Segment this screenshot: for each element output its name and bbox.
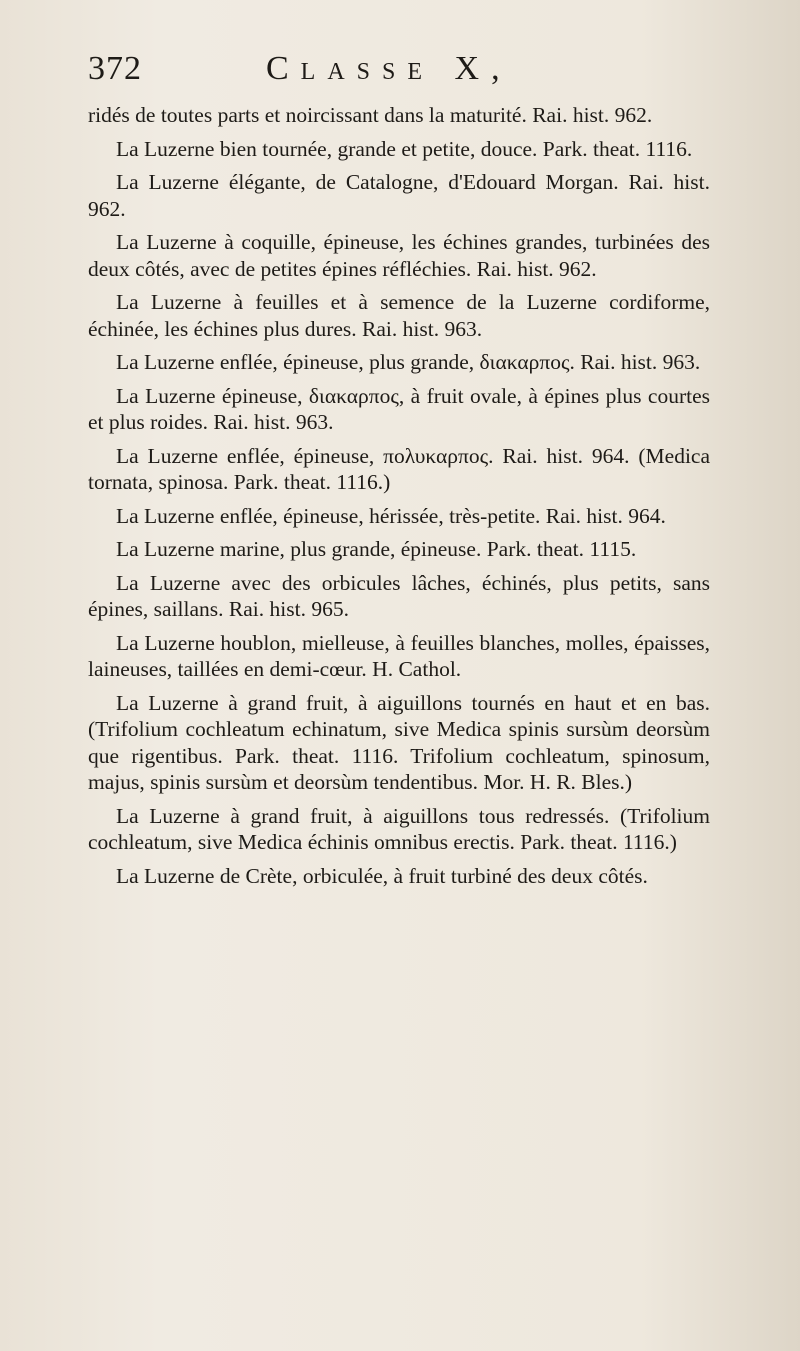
paragraph: La Luzerne enflée, épineuse, plus grande, διακαρπος. Rai. hist. 963. <box>116 350 701 374</box>
paragraph: La Luzerne à coquille, épineuse, les échines grandes, turbinées des deux côtés, avec de petites épines réfléchies. Rai. hist. 962. <box>88 230 710 281</box>
paragraph: La Luzerne à grand fruit, à aiguillons tournés en haut et en bas. (Trifolium cochleatum echinatum, sive Medica spinis sursùm deorsùm que rigentibus. Park. theat. 1116. Trifolium cochleatum, spinosum, majus, spinis sursùm et deorsùm tendentibus. Mor. H. R. Bles.) <box>88 690 710 794</box>
paragraph: La Luzerne enflée, épineuse, πολυκαρπος. Rai. hist. 964. (Medica tornata, spinosa. Park. theat. 1116.) <box>88 443 710 494</box>
paragraph: La Luzerne à feuilles et à semence de la Luzerne cordiforme, échinée, les échines plus dures. Rai. hist. 963. <box>88 290 710 341</box>
paragraph: La Luzerne à grand fruit, à aiguillons tous redressés. (Trifolium cochleatum, sive Medica échinis omnibus erectis. Park. theat. 1116.) <box>88 803 710 854</box>
running-head: Classe X, <box>266 50 512 87</box>
paragraph: La Luzerne élégante, de Catalogne, d'Edouard Morgan. Rai. hist. 962. <box>88 170 710 221</box>
body-text <box>88 102 710 896</box>
paragraph: La Luzerne marine, plus grande, épineuse. Park. theat. 1115. <box>116 537 637 561</box>
paragraph: La Luzerne enflée, épineuse, hérissée, très-petite. Rai. hist. 964. <box>116 503 666 528</box>
paragraph: La Luzerne de Crète, orbiculée, à fruit turbiné des deux côtés. <box>116 863 648 888</box>
page-header <box>88 50 738 100</box>
paragraph: La Luzerne bien tournée, grande et petite, douce. Park. theat. 1116. <box>116 136 693 161</box>
paragraph-continued: ridés de toutes parts et noircissant dans la maturité. Rai. hist. 962. <box>88 103 653 127</box>
page-number: 372 <box>88 50 142 87</box>
paragraph: La Luzerne épineuse, διακαρπος, à fruit ovale, à épines plus courtes et plus roides. Rai. hist. 963. <box>88 383 710 434</box>
paragraph: La Luzerne houblon, mielleuse, à feuilles blanches, molles, épaisses, laineuses, taillées en demi-cœur. H. Cathol. <box>88 630 710 681</box>
paragraph: La Luzerne avec des orbicules lâches, échinés, plus petits, sans épines, saillans. Rai. hist. 965. <box>88 570 710 621</box>
